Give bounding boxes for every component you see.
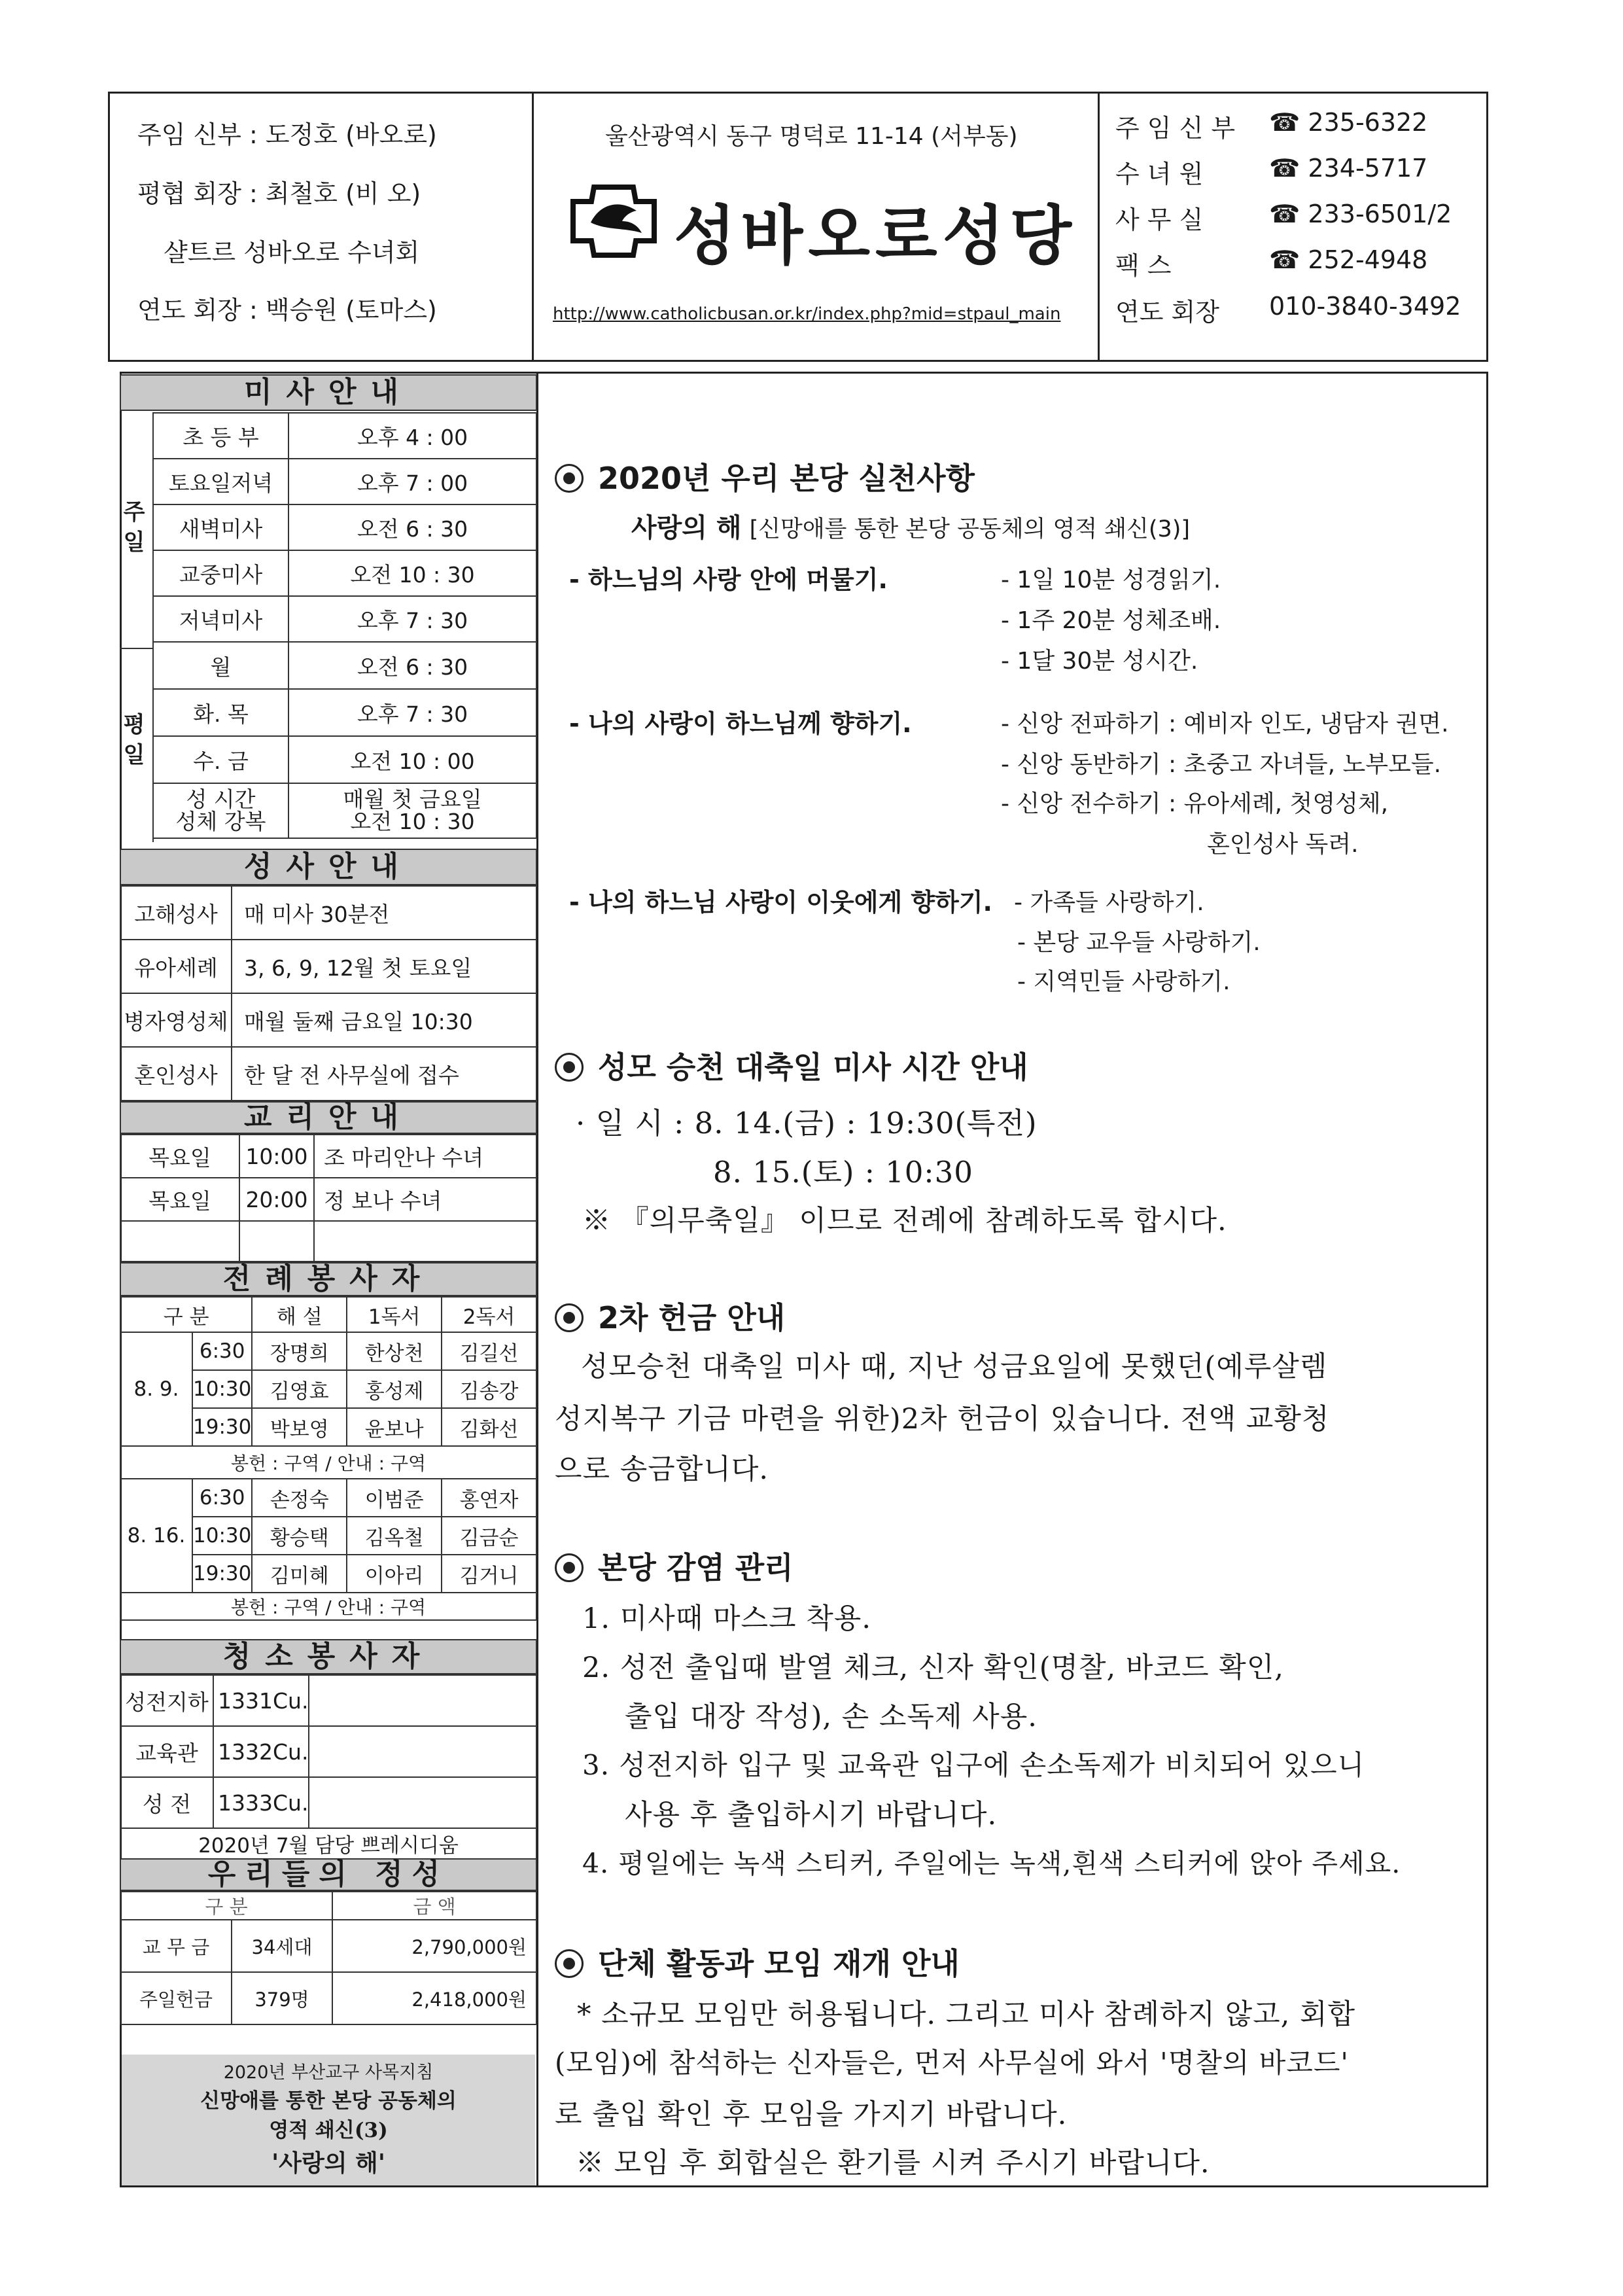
liturgy-header: 2독서: [442, 1297, 536, 1332]
practice-title-text: 2020년 우리 본당 실천사항: [598, 461, 975, 496]
collection-line: 으로 송금합니다.: [555, 1453, 769, 1486]
catechism-teacher: [314, 1221, 536, 1262]
liturgy-reader2: 김금순: [442, 1517, 536, 1555]
practice-item-sub: - 본당 교우들 사랑하기.: [1017, 929, 1261, 956]
mass-time: 오전 10 : 30: [288, 550, 536, 596]
adoration-value-2: 오전 10 : 30: [350, 809, 475, 834]
infection-line: 출입 대장 작성), 손 소독제 사용.: [625, 1701, 1038, 1733]
motto-line-2: 신망애를 통한 본당 공동체의: [200, 2089, 457, 2113]
assumption-title-text: 성모 승천 대축일 미사 시간 안내: [598, 1050, 1028, 1085]
catechism-time: [239, 1221, 314, 1262]
offering-header: 금 액: [332, 1892, 536, 1920]
infection-line: 3. 성전지하 입구 및 교육관 입구에 손소독제가 비치되어 있으니: [582, 1749, 1365, 1781]
mass-name: 새벽미사: [153, 504, 288, 550]
bullet-icon: [555, 1553, 584, 1582]
mass-name: 월: [153, 642, 288, 689]
motto-line-4: '사랑의 해': [271, 2149, 385, 2177]
practice-item-head: - 나의 하느님 사랑이 이웃에게 향하기.: [569, 888, 992, 917]
offering-amount: 2,790,000원: [332, 1920, 536, 1972]
catechism-section-title: 교리안내: [120, 1101, 537, 1134]
mass-time: 오후 7 : 30: [288, 689, 536, 736]
church-logo-icon: [568, 182, 659, 260]
address: 울산광역시 동구 명덕로 11-14 (서부동): [605, 123, 1018, 150]
sunday-label: 주일: [123, 499, 145, 556]
groups-line: * 소규모 모임만 허용됩니다. 그리고 미사 참례하지 않고, 회합: [577, 1998, 1356, 2031]
catechism-time: 20:00: [239, 1178, 314, 1221]
practice-item-sub: - 지역민들 사랑하기.: [1017, 968, 1230, 995]
catechism-teacher: 조 마리안나 수녀: [314, 1135, 536, 1178]
collection-title-text: 2차 헌금 안내: [598, 1300, 786, 1335]
bullet-icon: [555, 1949, 584, 1978]
practice-item-sub: - 신앙 전파하기 : 예비자 인도, 냉담자 권면.: [1001, 711, 1449, 737]
practice-item-sub: 혼인성사 독려.: [1207, 831, 1359, 858]
sacrament-name: 병자영성체: [120, 993, 232, 1047]
mass-time: 오후 7 : 30: [288, 596, 536, 642]
practice-item-sub: - 1일 10분 성경읽기.: [1001, 567, 1221, 593]
practice-subtitle-rest: [신망애를 통한 본당 공동체의 영적 쇄신(3)]: [749, 516, 1191, 542]
assumption-line-3: ※ 『의무축일』 이므로 전례에 참례하도록 합시다.: [582, 1205, 1227, 1237]
sacraments-table: [120, 885, 537, 1101]
groups-line: 로 출입 확인 후 모임을 가지기 바랍니다.: [555, 2098, 1068, 2131]
church-name: 성바오로성당: [674, 199, 1077, 274]
practice-item-head: - 나의 사랑이 하느님께 향하기.: [569, 709, 912, 738]
cleaning-footer: 2020년 7월 담당 쁘레시디움: [120, 1828, 536, 1859]
liturgy-commentator: 김미혜: [252, 1555, 347, 1593]
motto-line-1: 2020년 부산교구 사목지침: [223, 2062, 434, 2083]
assumption-title: [555, 1044, 1028, 1087]
catechism-day: [120, 1221, 239, 1262]
cleaning-extra: [309, 1675, 536, 1726]
liturgy-commentator: 김영효: [252, 1370, 347, 1408]
council-line: 평협 회장 : 최철호 (비 오): [137, 179, 421, 208]
liturgy-reader2: 김송강: [442, 1370, 536, 1408]
liturgy-section-title: 전례봉사자: [120, 1262, 537, 1296]
liturgy-time: 19:30: [192, 1555, 252, 1593]
sacrament-info: 한 달 전 사무실에 접수: [232, 1047, 536, 1101]
mass-name: 교중미사: [153, 550, 288, 596]
practice-item-sub: - 신앙 동반하기 : 초중고 자녀들, 노부모들.: [1001, 751, 1442, 778]
mass-section-title: 미사안내: [120, 374, 537, 411]
liturgy-reader2: 김거니: [442, 1555, 536, 1593]
sacrament-info: 매월 둘째 금요일 10:30: [232, 993, 536, 1047]
offering-amount: 2,418,000원: [332, 1972, 536, 2024]
liturgy-commentator: 박보영: [252, 1408, 347, 1446]
groups-title-text: 단체 활동과 모임 재개 안내: [598, 1946, 960, 1981]
practice-item-head: - 하느님의 사랑 안에 머물기.: [569, 565, 888, 594]
sacrament-info: 매 미사 30분전: [232, 886, 536, 940]
mass-table: [152, 412, 537, 839]
liturgy-reader1: 이아리: [347, 1555, 442, 1593]
weekday-label: 평일: [123, 712, 145, 768]
sacrament-name: 고해성사: [120, 886, 232, 940]
adoration-time: [288, 783, 536, 838]
offering-count: 379명: [232, 1972, 332, 2024]
mass-name: 화. 목: [153, 689, 288, 736]
contact-value-funeral: 010-3840-3492: [1269, 292, 1461, 321]
liturgy-note: 봉헌 : 구역 / 안내 : 구역: [120, 1446, 536, 1479]
liturgy-reader1: 윤보나: [347, 1408, 442, 1446]
liturgy-note: 봉헌 : 구역 / 안내 : 구역: [120, 1593, 536, 1620]
contact-value-fax: ☎ 252-4948: [1269, 245, 1428, 274]
practice-item-sub: - 1주 20분 성체조배.: [1001, 607, 1221, 634]
practice-title: [555, 455, 975, 498]
motto-line-3: 영적 쇄신(3): [269, 2119, 388, 2142]
contact-value-pastor: ☎ 235-6322: [1269, 108, 1428, 137]
offering-type: 교 무 금: [120, 1920, 232, 1972]
cleaning-group: 1331Cu.: [213, 1675, 309, 1726]
cleaning-area: 교육관: [120, 1726, 213, 1777]
contact-value-office: ☎ 233-6501/2: [1269, 200, 1452, 228]
adoration-value-1: 매월 첫 금요일: [343, 786, 482, 812]
bullet-icon: [555, 1053, 584, 1082]
mass-name: 초 등 부: [153, 413, 288, 459]
mass-name: 수. 금: [153, 736, 288, 783]
liturgy-reader1: 홍성제: [347, 1370, 442, 1408]
contact-label-fax: 팩 스: [1115, 251, 1172, 280]
cleaning-extra: [309, 1777, 536, 1828]
liturgy-commentator: 장명희: [252, 1332, 347, 1370]
sisters-line: 샬트르 성바오로 수녀회: [164, 238, 420, 267]
contact-value-convent: ☎ 234-5717: [1269, 154, 1428, 183]
cleaning-table: [120, 1674, 537, 1860]
liturgy-date: 8. 9.: [120, 1332, 192, 1446]
liturgy-commentator: 황승택: [252, 1517, 347, 1555]
liturgy-reader2: 김길선: [442, 1332, 536, 1370]
mass-name: 저녁미사: [153, 596, 288, 642]
liturgy-commentator: 손정숙: [252, 1479, 347, 1517]
contact-label-funeral: 연도 회장: [1115, 298, 1219, 327]
header-divider-right: [1098, 92, 1100, 362]
offering-table: [120, 1891, 537, 2025]
liturgy-time: 10:30: [192, 1517, 252, 1555]
cleaning-area: 성 전: [120, 1777, 213, 1828]
liturgy-header: 구 분: [120, 1297, 252, 1332]
adoration-label-2: 성체 강복: [175, 809, 266, 834]
infection-line: 사용 후 출입하시기 바랍니다.: [625, 1799, 998, 1831]
groups-line: ※ 모임 후 회합실은 환기를 시켜 주시기 바랍니다.: [576, 2147, 1210, 2180]
catechism-time: 10:00: [239, 1135, 314, 1178]
mass-time: 오후 7 : 00: [288, 459, 536, 504]
assumption-line-2: 8. 15.(토) : 10:30: [713, 1155, 973, 1190]
sacrament-name: 유아세례: [120, 940, 232, 993]
adoration-name: [153, 783, 288, 838]
sacrament-name: 혼인성사: [120, 1047, 232, 1101]
funeral-line: 연도 회장 : 백승원 (토마스): [137, 296, 437, 325]
catechism-teacher: 정 보나 수녀: [314, 1178, 536, 1221]
contact-label-office: 사 무 실: [1115, 205, 1204, 234]
mass-time: 오전 10 : 00: [288, 736, 536, 783]
contact-label-pastor: 주 임 신 부: [1115, 114, 1236, 143]
liturgy-header: 1독서: [347, 1297, 442, 1332]
liturgy-reader1: 김옥철: [347, 1517, 442, 1555]
collection-line: 성지복구 기금 마련을 위한)2차 헌금이 있습니다. 전액 교황청: [555, 1403, 1330, 1436]
infection-line: 1. 미사때 마스크 착용.: [582, 1602, 872, 1635]
infection-line: 4. 평일에는 녹색 스티커, 주일에는 녹색,흰색 스티커에 앉아 주세요.: [582, 1848, 1401, 1879]
catechism-day: 목요일: [120, 1135, 239, 1178]
liturgy-table: [120, 1296, 537, 1621]
mass-left-border: [152, 412, 154, 842]
liturgy-reader2: 홍연자: [442, 1479, 536, 1517]
cleaning-extra: [309, 1726, 536, 1777]
practice-item-sub: - 1달 30분 성시간.: [1001, 648, 1198, 675]
offering-header: 구 분: [120, 1892, 332, 1920]
mass-name: 토요일저녁: [153, 459, 288, 504]
liturgy-reader2: 김화선: [442, 1408, 536, 1446]
groups-line: (모임)에 참석하는 신자들은, 먼저 사무실에 와서 '명찰의 바코드': [555, 2047, 1349, 2079]
practice-subtitle-bold: 사랑의 해: [631, 513, 742, 543]
liturgy-time: 10:30: [192, 1370, 252, 1408]
liturgy-time: 6:30: [192, 1332, 252, 1370]
offering-count: 34세대: [232, 1920, 332, 1972]
infection-title: [555, 1544, 794, 1587]
sacrament-info: 3, 6, 9, 12월 첫 토요일: [232, 940, 536, 993]
pastor-line: 주임 신부 : 도정호 (바오로): [137, 120, 437, 149]
cleaning-area: 성전지하: [120, 1675, 213, 1726]
mass-time: 오전 6 : 30: [288, 504, 536, 550]
offering-section-title: 우리들의 정성: [120, 1858, 537, 1891]
liturgy-date: 8. 16.: [120, 1479, 192, 1593]
bullet-icon: [555, 464, 584, 493]
practice-item-sub: - 신앙 전수하기 : 유아세례, 첫영성체,: [1001, 790, 1389, 817]
mass-time: 오후 4 : 00: [288, 413, 536, 459]
liturgy-reader1: 이범준: [347, 1479, 442, 1517]
adoration-label-1: 성 시간: [186, 786, 256, 812]
cleaning-section-title: 청소봉사자: [120, 1639, 537, 1674]
infection-line: 2. 성전 출입때 발열 체크, 신자 확인(명찰, 바코드 확인,: [582, 1651, 1284, 1684]
infection-title-text: 본당 감염 관리: [598, 1550, 794, 1585]
sacraments-section-title: 성사안내: [120, 849, 537, 885]
offering-type: 주일헌금: [120, 1972, 232, 2024]
cleaning-group: 1333Cu.: [213, 1777, 309, 1828]
cleaning-group: 1332Cu.: [213, 1726, 309, 1777]
liturgy-time: 19:30: [192, 1408, 252, 1446]
assumption-line-1: · 일 시 : 8. 14.(금) : 19:30(특전): [576, 1106, 1038, 1140]
bullet-icon: [555, 1303, 584, 1332]
liturgy-reader1: 한상천: [347, 1332, 442, 1370]
website-link[interactable]: http://www.catholicbusan.or.kr/index.php?mid=stpaul_main: [553, 304, 1061, 324]
header-divider-left: [532, 92, 534, 362]
liturgy-header: 해 설: [252, 1297, 347, 1332]
contact-label-convent: 수 녀 원: [1115, 160, 1204, 188]
practice-subtitle: [631, 507, 1190, 544]
groups-title: [555, 1940, 960, 1983]
practice-item-sub: - 가족들 사랑하기.: [1014, 889, 1204, 916]
catechism-table: [120, 1134, 537, 1262]
mass-time: 오전 6 : 30: [288, 642, 536, 689]
collection-line: 성모승천 대축일 미사 때, 지난 성금요일에 못했던(예루살렘: [581, 1351, 1328, 1383]
liturgy-time: 6:30: [192, 1479, 252, 1517]
catechism-day: 목요일: [120, 1178, 239, 1221]
mass-label-divider: [120, 648, 154, 649]
collection-title: [555, 1294, 785, 1337]
